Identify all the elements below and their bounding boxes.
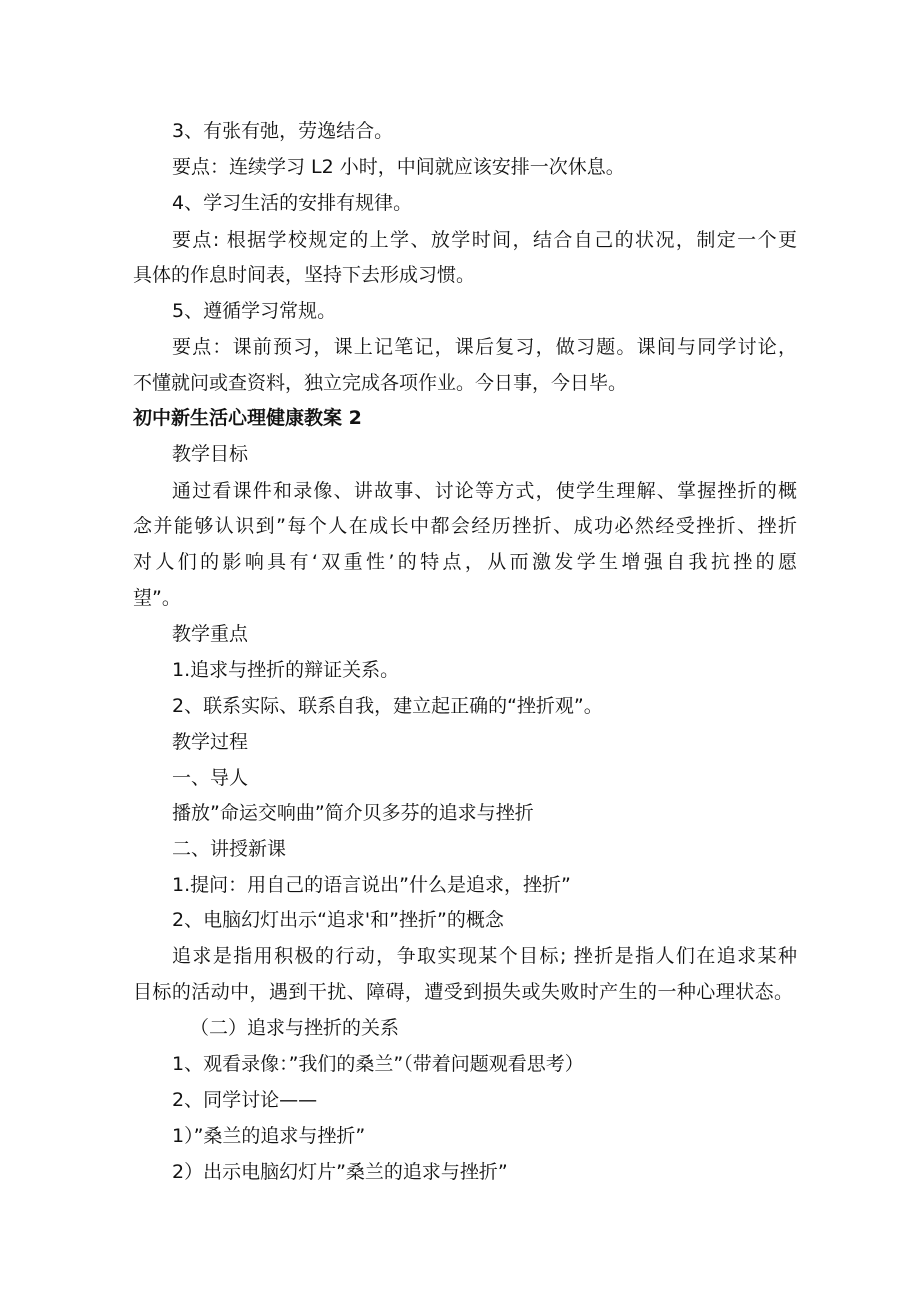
focus-item-2: 2、联系实际、联系自我，建立起正确的“挫折观”。 bbox=[172, 695, 603, 717]
section-heading: 初中新生活心理健康教案 2 bbox=[133, 407, 362, 429]
definition-line-1: 追求是指用积极的行动，争取实现某个目标; 挫折是指人们在追求某种 bbox=[172, 945, 797, 967]
heading-teaching-process: 教学过程 bbox=[172, 731, 249, 753]
focus-item-1: 1.追求与挫折的辩证关系。 bbox=[172, 659, 400, 681]
key-point-5-line-1: 要点：课前预习，课上记笔记，课后复习，做习题。课间与同学讨论， bbox=[172, 336, 797, 358]
goals-paragraph-line-1: 通过看课件和录像、讲故事、讨论等方式，使学生理解、掌握挫折的概 bbox=[172, 480, 797, 502]
discussion-item-1: 1）”桑兰的追求与挫折” bbox=[172, 1125, 366, 1147]
key-point-3: 要点：连续学习 L2 小时，中间就应该安排一次休息。 bbox=[172, 156, 625, 178]
goals-paragraph-line-2: 念并能够认识到”每个人在成长中都会经历挫折、成功必然经受挫折、挫折 bbox=[133, 515, 797, 537]
list-item-5: 5、遵循学习常规。 bbox=[172, 300, 337, 322]
process-step-1: 一、导人 bbox=[172, 767, 249, 789]
heading-teaching-goals: 教学目标 bbox=[172, 443, 249, 465]
process-step-2: 二、讲授新课 bbox=[172, 838, 287, 860]
subsection-heading: （二）追求与挫折的关系 bbox=[190, 1017, 400, 1039]
process-step-2-item-1: 1.提问：用自己的语言说出”什么是追求，挫折” bbox=[172, 874, 571, 896]
list-item-4: 4、学习生活的安排有规律。 bbox=[172, 192, 413, 214]
subsection-item-1: 1、观看录像：”我们的桑兰”（带着问题观看思考） bbox=[172, 1053, 584, 1075]
heading-teaching-focus: 教学重点 bbox=[172, 623, 249, 645]
definition-line-2: 目标的活动中，遇到干扰、障碍，遭受到损失或失败时产生的一种心理状态。 bbox=[133, 981, 793, 1003]
key-point-4-line-2: 具体的作息时间表，坚持下去形成习惯。 bbox=[133, 264, 476, 286]
process-step-1-detail: 播放”命运交响曲”简介贝多芬的追求与挫折 bbox=[172, 802, 534, 824]
subsection-item-2: 2、同学讨论—— bbox=[172, 1089, 318, 1111]
key-point-4-line-1: 要点: 根据学校规定的上学、放学时间，结合自己的状况，制定一个更 bbox=[172, 229, 797, 251]
goals-paragraph-line-4: 望”。 bbox=[133, 587, 181, 609]
list-item-3: 3、有张有弛，劳逸结合。 bbox=[172, 120, 394, 142]
discussion-item-2: 2）出示电脑幻灯片”桑兰的追求与挫折” bbox=[172, 1161, 508, 1183]
key-point-5-line-2: 不懂就问或查资料，独立完成各项作业。今日事，今日毕。 bbox=[133, 372, 628, 394]
process-step-2-item-2: 2、电脑幻灯出示“追求'和”挫折”的概念 bbox=[172, 909, 504, 931]
goals-paragraph-line-3: 对人们的影响具有‘双重性’的特点，从而激发学生增强自我抗挫的愿 bbox=[133, 551, 797, 573]
